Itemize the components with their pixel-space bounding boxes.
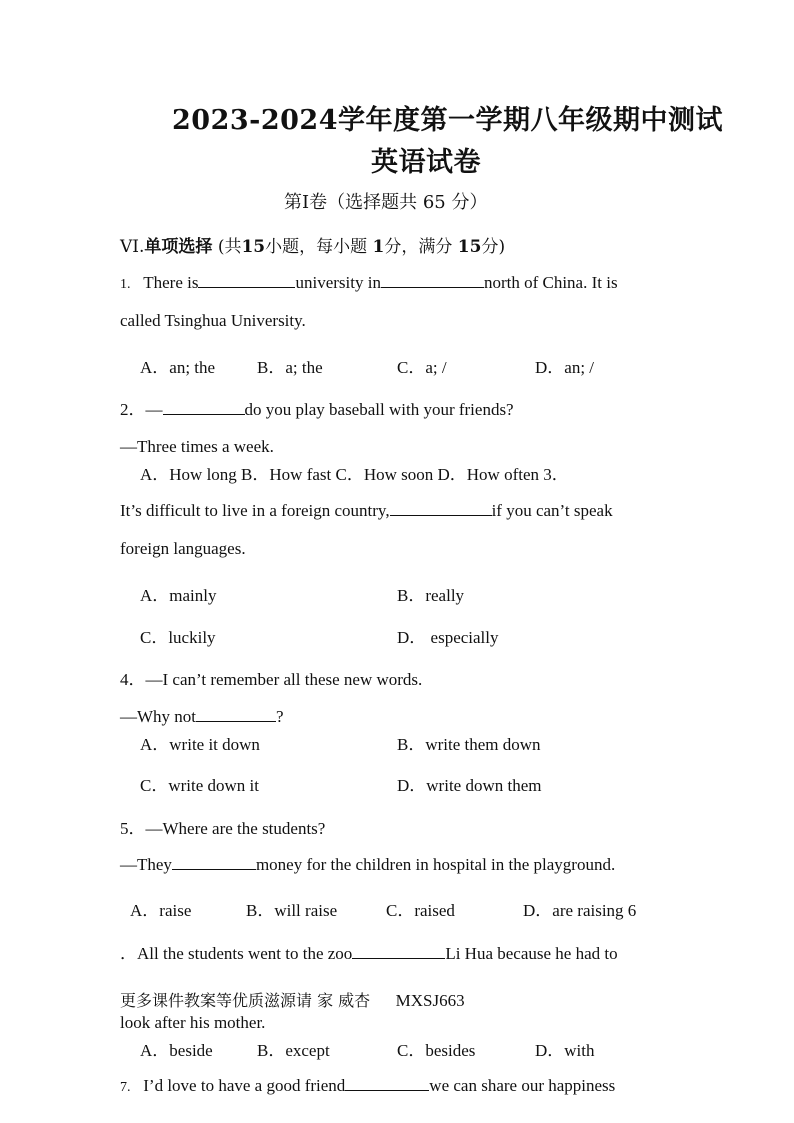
question-number: 4． (120, 670, 146, 689)
question-text: ．All the students went to the zoo (120, 944, 353, 963)
answer-blank (163, 400, 245, 415)
section-detail-b: 小题，每小题 (265, 237, 368, 257)
option-c: C．luckily (140, 628, 216, 647)
option-d: D．write down them (397, 776, 542, 795)
promo-code: MXSJ663 (395, 991, 465, 1010)
answer-blank (198, 273, 295, 288)
option-c: C．write down it (140, 776, 259, 795)
question-2-options: A．How long B．How fast C．How soon D．How often 3． (140, 465, 569, 484)
question-text: ? (276, 707, 284, 726)
question-text: if you can’t speak (491, 501, 613, 520)
section-detail-c: 分，满分 (384, 237, 453, 257)
question-text: —They (120, 855, 172, 874)
section-heading (120, 232, 505, 257)
question-5 (120, 814, 325, 839)
section-detail-a: (共 (217, 237, 242, 257)
answer-blank (345, 1076, 429, 1091)
option-a: A．an; the (140, 358, 216, 377)
option-b: B．will raise (246, 901, 338, 920)
promo-message: 更多课件教案等优质滋源请 家 威杏 (120, 991, 371, 1010)
option-a: A．raise (130, 901, 192, 920)
section-detail-d: 分) (481, 237, 506, 257)
option-d: D．an; / (535, 358, 595, 377)
answer-blank (390, 501, 492, 516)
option-c: C．raised (386, 901, 455, 920)
answer-blank (172, 855, 256, 870)
question-text: we can share our happiness (429, 1076, 616, 1095)
option-a: A．beside (140, 1041, 213, 1060)
question-text: It’s difficult to live in a foreign country, (120, 501, 390, 520)
promo-text (120, 988, 465, 1011)
question-5-reply (120, 855, 615, 875)
section-count: 15 (241, 237, 266, 257)
option-d: D．are raising 6 (523, 901, 637, 920)
question-text: do you play baseball with your friends? (244, 400, 514, 419)
option-b: B．except (257, 1041, 330, 1060)
question-4 (120, 665, 422, 690)
question-4-reply (120, 707, 284, 727)
question-3-line-2: foreign languages. (120, 539, 246, 558)
option-d: D． especially (397, 628, 499, 647)
question-text: —I can’t remember all these new words. (145, 670, 423, 689)
part-heading: 第Ⅰ卷（选择题共 65 分） (284, 192, 488, 213)
section-prefix: VI. (120, 237, 145, 257)
question-3 (120, 501, 613, 521)
exam-subtitle: 英语试卷 (371, 147, 481, 178)
question-1 (120, 273, 618, 293)
option-b: B．write them down (397, 735, 541, 754)
question-text: north of China. It is (483, 273, 618, 292)
question-text: —Where are the students? (145, 819, 326, 838)
question-2-answer: —Three times a week. (120, 437, 274, 456)
question-7 (120, 1076, 615, 1096)
question-number: 1. (120, 277, 131, 292)
option-a: A．write it down (140, 735, 260, 754)
section-score-total: 15 (457, 237, 482, 257)
option-b: B．a; the (257, 358, 323, 377)
question-text: There is (143, 273, 199, 292)
answer-blank (381, 273, 484, 288)
option-a: A．mainly (140, 586, 217, 605)
question-2 (120, 395, 514, 420)
question-number: 7. (120, 1080, 131, 1095)
answer-blank (196, 707, 276, 722)
question-text: — (145, 400, 163, 419)
question-6-line-2: look after his mother. (120, 1013, 266, 1032)
section-title: 单项选择 (144, 237, 213, 257)
option-d: D．with (535, 1041, 595, 1060)
option-c: C．a; / (397, 358, 447, 377)
question-1-line-2: called Tsinghua University. (120, 311, 306, 330)
question-text: Li Hua because he had to (445, 944, 618, 963)
question-text: university in (295, 273, 381, 292)
question-6 (120, 939, 618, 964)
option-b: B．really (397, 586, 465, 605)
option-c: C．besides (397, 1041, 476, 1060)
question-text: —Why not (120, 707, 197, 726)
answer-blank (352, 944, 445, 959)
question-number: 5． (120, 819, 146, 838)
question-text: money for the children in hospital in the playground. (255, 855, 616, 874)
section-score-each: 1 (372, 237, 385, 257)
exam-title: 2023-2024学年度第一学期八年级期中测试 (172, 105, 723, 136)
question-number: 2． (120, 400, 146, 419)
question-text: I’d love to have a good friend (143, 1076, 346, 1095)
